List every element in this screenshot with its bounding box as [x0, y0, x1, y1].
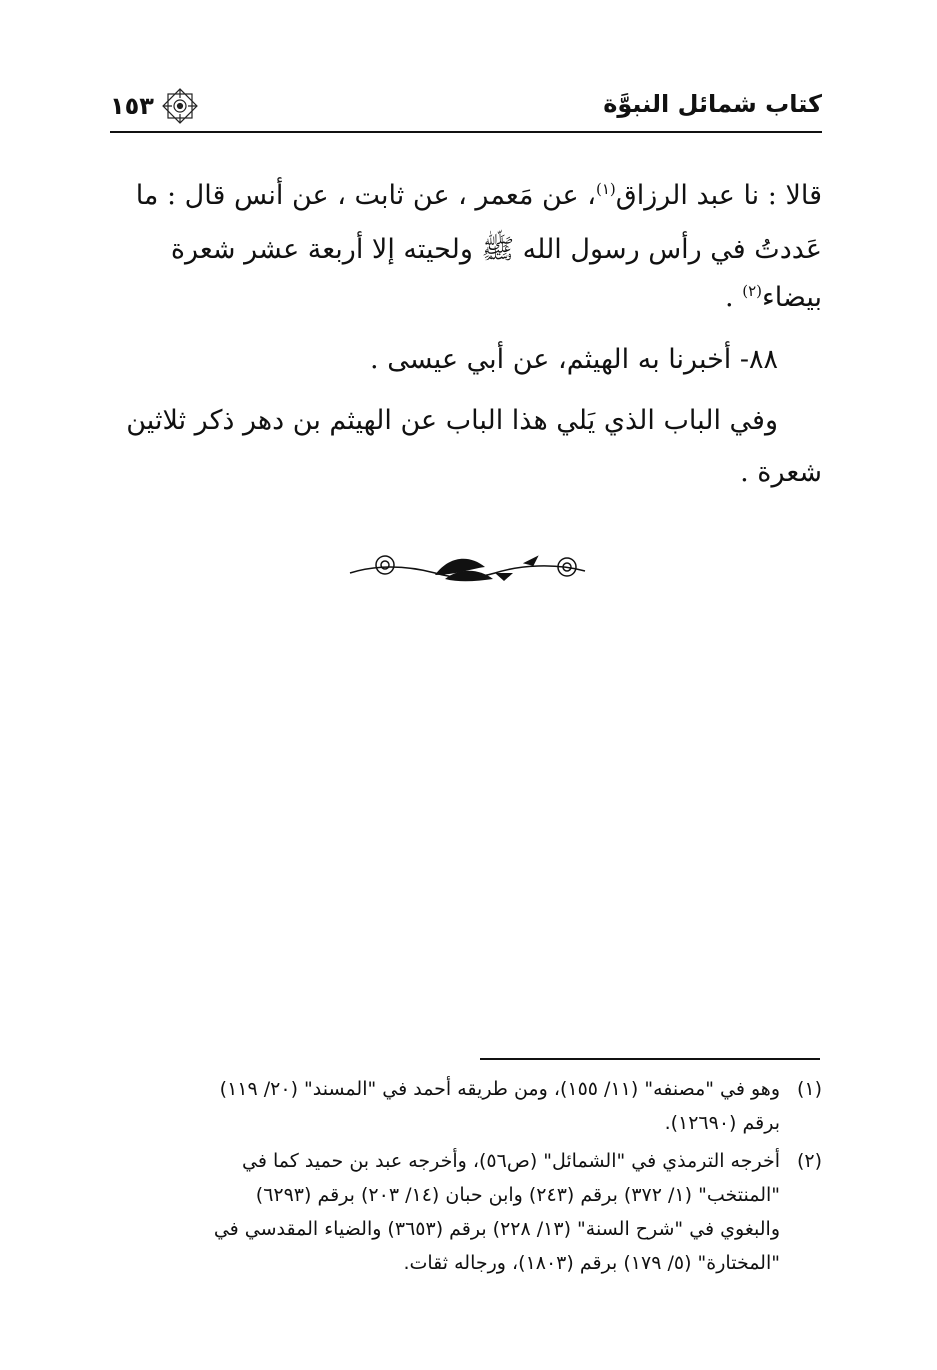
star-ornament-icon — [160, 86, 200, 126]
footnote-line: "المنتخب" (١/ ٣٧٢) برقم (٢٤٣) وابن حبان (١٤/ ٢٠٣) برقم (٦٢٩٣) — [255, 1184, 780, 1206]
footnote-line: وهو في "مصنفه" (١١/ ١٥٥)، ومن طريقه أحمد في "المسند" (٢٠/ ١١٩) — [219, 1078, 780, 1100]
text-line: شعرة . — [740, 457, 822, 488]
paragraph-2 — [108, 344, 822, 375]
footnote-ref-1[interactable]: (١) — [595, 180, 616, 198]
footnote-line: "المختارة" (٥/ ١٧٩) برقم (١٨٠٣)، ورجاله ثقات. — [403, 1252, 780, 1274]
footnote-line: برقم (١٢٦٩٠). — [664, 1112, 780, 1134]
text-line: قالا : نا عبد الرزاق$^{(١)}$، عن مَعمر ، عن ثابت ، عن أنس قال : ما — [135, 180, 822, 211]
section-divider-ornament-icon — [345, 545, 590, 595]
footnote-ref-2[interactable]: (٢) — [742, 282, 762, 300]
paragraph-1 — [108, 180, 822, 334]
footnote-text — [108, 1078, 780, 1146]
footnote-line: والبغوي في "شرح السنة" (١٣/ ٢٢٨) برقم (٣٦٥٣) والضياء المقدسي في — [213, 1218, 780, 1240]
footnote-text — [108, 1150, 780, 1286]
page-header — [110, 86, 822, 134]
text-line: وفي الباب الذي يَلي هذا الباب عن الهيثم بن دهر ذكر ثلاثين — [126, 405, 778, 436]
text-line: عَددتُ في رأس رسول الله ﷺ ولحيته إلا أربعة عشر شعرة — [170, 234, 822, 265]
header-rule — [110, 131, 822, 133]
text-line: ٨٨- أخبرنا به الهيثم، عن أبي عيسى . — [370, 344, 778, 375]
paragraph-3 — [108, 405, 822, 488]
footnote-line: أخرجه الترمذي في "الشمائل" (ص٥٦)، وأخرجه عبد بن حميد كما في — [242, 1150, 780, 1172]
page-number: ١٥٣ — [110, 92, 154, 120]
footnote-number: (١) — [796, 1078, 822, 1100]
page-number-block — [110, 86, 200, 126]
footnote-number: (٢) — [796, 1150, 822, 1172]
footnote-rule — [480, 1058, 820, 1060]
text-line: بيضاء$^{(٢)}$ . — [725, 282, 822, 313]
book-title: كتاب شمائل النبوَّة — [603, 90, 822, 118]
